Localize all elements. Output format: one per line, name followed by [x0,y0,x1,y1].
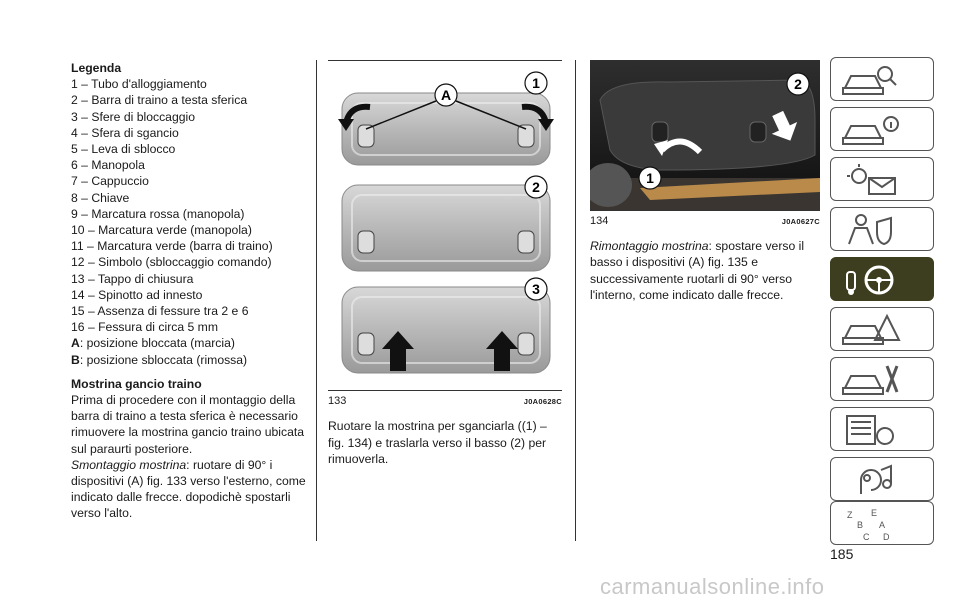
legend-item: 4 – Sfera di sgancio [71,125,179,140]
key-steering-wheel-icon [841,262,901,298]
legend-item: 1 – Tubo d'alloggiamento [71,77,207,92]
figure-134 [590,60,820,210]
legend-item: 3 – Sfere di bloccaggio [71,109,195,124]
tab-starting-driving[interactable] [830,257,934,301]
figure-bottom-rule [590,210,820,211]
smontaggio-label: Smontaggio mostrina [71,457,187,472]
cover-plate [342,287,550,373]
figure-133-text: Ruotare la mostrina per sganciarla ((1) – fig. 134) e traslarla verso il basso (2) per rimuoverla. [328,419,547,466]
device-a-left [358,231,374,253]
legend-item: 9 – Marcatura rossa (manopola) [71,206,245,221]
callout-2-label: 2 [794,76,802,92]
callout-3-label: 3 [532,281,540,297]
tab-technical-specs[interactable] [830,407,934,451]
car-tools-icon [841,362,901,398]
tab-car-info[interactable] [830,107,934,151]
tab-safety[interactable] [830,207,934,251]
watermark: carmanualsonline.info [600,574,825,599]
key-a-text: : posizione bloccata (marcia) [79,336,235,351]
rimontaggio-text: : spostare verso il basso i dispositivi (A) fig. 135 e successivamente ruotarli di 90° verso l'interno, come indicato dalle frecce. [590,239,805,302]
legend-title: Legenda [71,61,122,75]
key-b-label: B [71,352,80,367]
car-search-icon [841,62,901,98]
key-b-text: : posizione sbloccata (rimossa) [79,352,248,367]
svg-text:A: A [879,520,886,530]
figure-caption [328,393,562,410]
figure-code: J0A0627C [781,217,820,226]
legend-item: 7 – Cappuccio [71,174,149,189]
legend-item: 16 – Fessura di circa 5 mm [71,320,218,335]
warning-light-message-icon [841,162,901,198]
figure-133 [328,61,562,390]
tab-warning-lights[interactable] [830,157,934,201]
specifications-icon [841,412,901,448]
right-column [590,60,820,303]
callout-1-label: 1 [646,170,654,186]
tab-multimedia[interactable] [830,457,934,501]
tab-emergency[interactable] [830,307,934,351]
bumper-photo [590,60,820,210]
safety-person-icon [841,212,901,248]
legend-item: 6 – Manopola [71,158,145,173]
legend-item: 12 – Simbolo (sbloccaggio comando) [71,255,272,270]
device-a-right [518,333,534,355]
legend-item: 8 – Chiave [71,190,130,205]
section-title: Mostrina gancio traino [71,376,202,391]
figure-bottom-rule [328,390,562,391]
svg-text:E: E [871,508,878,518]
tab-servicing[interactable] [830,357,934,401]
legend-item: 10 – Marcatura verde (manopola) [71,223,252,238]
column-divider [316,60,317,541]
svg-text:D: D [883,532,890,542]
callout-a-label: A [440,87,452,103]
legend-key-a [71,335,311,351]
multimedia-icon [841,462,901,498]
legend-key-b [71,352,311,368]
key-a-label: A [71,336,80,351]
cover-plate [342,185,550,271]
figure-number: 134 [590,215,609,227]
rimontaggio-paragraph [590,238,820,303]
left-column [71,60,311,522]
page-number: 185 [830,546,854,562]
legend-item: 14 – Spinotto ad innesto [71,287,203,302]
device-a-right [518,231,534,253]
rimontaggio-label: Rimontaggio mostrina [590,239,709,254]
tab-car-search[interactable] [830,57,934,101]
callout-1-label: 1 [532,75,540,91]
tab-index[interactable] [830,501,934,545]
legend-list [71,76,311,335]
svg-text:B: B [857,520,864,530]
index-letters-icon [841,506,901,542]
smontaggio-paragraph [71,457,311,522]
figure-number: 133 [328,395,347,408]
column-divider [575,60,576,541]
tow-hook-cover-diagram [328,61,562,386]
legend-item: 13 – Tappo di chiusura [71,271,194,286]
legend-item: 5 – Leva di sblocco [71,142,176,157]
section-intro: Prima di procedere con il montaggio della barra di traino a testa sferica è necessario rimuovere la mostrina gancio traino ubicata sul paraurti posteriore. [71,393,305,456]
svg-text:C: C [863,532,870,542]
legend-item: 2 – Barra di traino a testa sferica [71,93,248,108]
smontaggio-text: : ruotare di 90° i dispositivi (A) fig. 133 verso l'esterno, come indicato dalle frecce. dopodichè spostarli verso l'alto. [71,457,306,521]
middle-column [328,60,562,467]
legend-item: 15 – Assenza di fessure tra 2 e 6 [71,304,249,319]
legend-item: 11 – Marcatura verde (barra di traino) [71,239,273,254]
svg-text:Z: Z [847,510,853,520]
figure-caption [590,213,820,230]
figure-code: J0A0628C [523,397,562,407]
car-emergency-icon [841,312,901,348]
callout-2-label: 2 [532,179,540,195]
car-info-icon [841,112,901,148]
device-a-left [358,333,374,355]
